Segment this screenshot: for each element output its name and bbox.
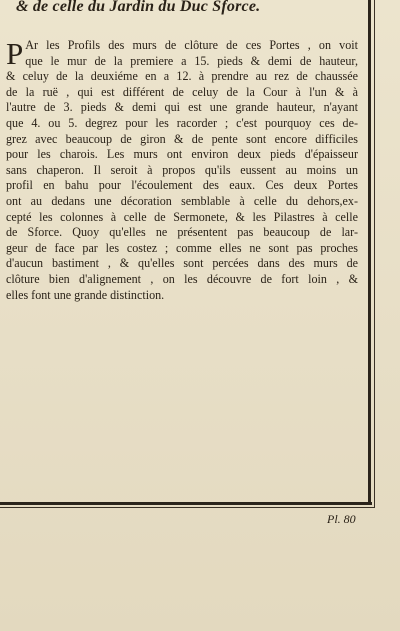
text-line: de Sforce. Quoy qu'elles ne présentent pas beaucoup de lar- bbox=[6, 225, 358, 240]
text-line: ont au dedans une décoration semblable à celle du dehors,ex- bbox=[6, 193, 358, 208]
body-paragraph bbox=[6, 38, 358, 303]
text-line: & celuy de la deuxiéme en a 12. à prendre au rez de chaussée bbox=[6, 69, 358, 84]
drop-cap: P bbox=[6, 36, 24, 71]
text-line: geur de face par les costez ; comme elles ne sont pas proches bbox=[6, 240, 358, 255]
text-line: cepté les colonnes à celle de Sermonete, & les Pilastres à celle bbox=[6, 209, 358, 224]
text-line: profil en bahu pour l'écoulement des eaux. Ces deux Portes bbox=[6, 178, 358, 193]
plate-border-right bbox=[368, 0, 371, 505]
plate-border-bottom-inner bbox=[0, 507, 375, 508]
text-line: de la ruë , qui est différent de celuy de la Cour à l'un & à bbox=[6, 84, 358, 99]
text-line: elles font une grande distinction. bbox=[6, 287, 165, 302]
text-line: grez avec beaucoup de giron & de pente sont encore difficiles bbox=[6, 131, 358, 146]
plate-border-right-inner bbox=[374, 0, 375, 507]
text-line: l'autre de 3. pieds & demi qui est une grande hauteur, n'ayant bbox=[6, 100, 358, 115]
plate-reference: Pl. 80 bbox=[327, 512, 356, 526]
text-line: sans chaperon. Il seroit à propos qu'ils eussent au moins un bbox=[6, 162, 358, 177]
text-line: Ar les Profils des murs de clôture de ces Portes , on voit bbox=[25, 38, 358, 52]
section-title: & de celle du Jardin du Duc Sforce. bbox=[16, 0, 261, 15]
text-line: pour les charois. Les murs ont environ deux pieds d'épaisseur bbox=[6, 147, 358, 162]
text-line: que le mur de la premiere a 15. pieds & demi de hauteur, bbox=[25, 53, 358, 68]
text-line: que 4. ou 5. degrez pour les racorder ; c'est pourquoy ces de- bbox=[6, 115, 358, 130]
plate-border-bottom bbox=[0, 502, 372, 505]
text-line: clôture bien d'alignement , on les découvre de fort loin , & bbox=[6, 271, 358, 286]
text-line: d'aucun bastiment , & qu'elles sont percées dans des murs de bbox=[6, 256, 358, 271]
